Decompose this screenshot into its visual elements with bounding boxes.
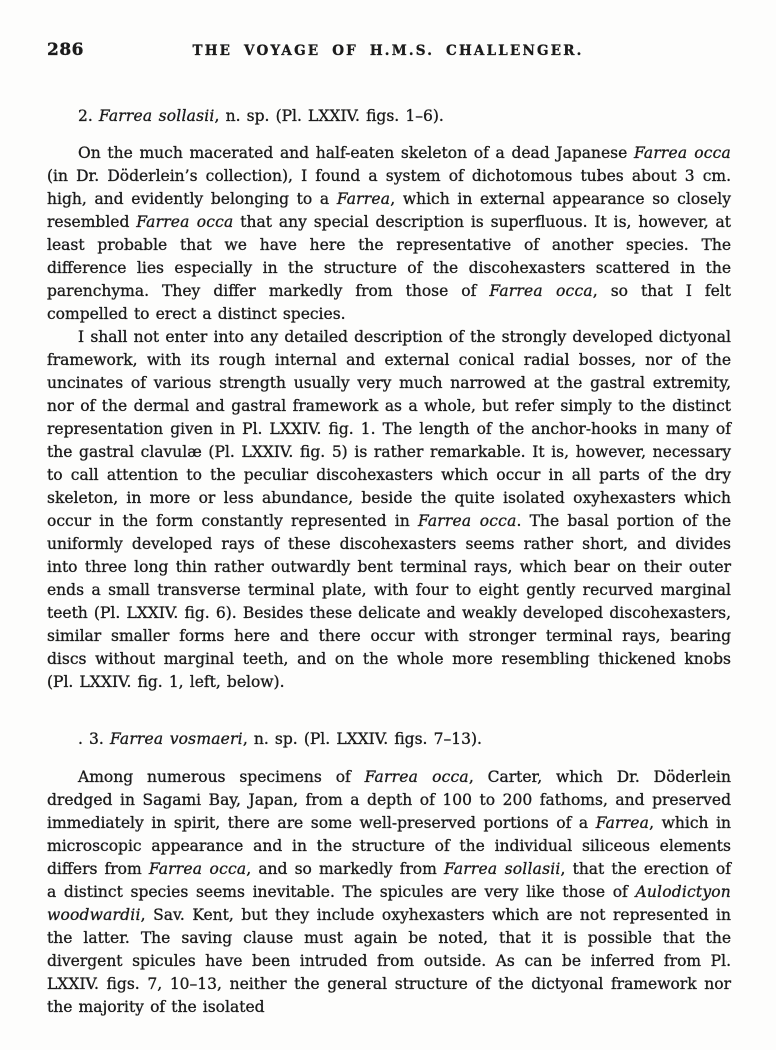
text-segment: , Carter, which Dr. Döderlein dredged in Sagami Bay, Japan, from a depth of 100 to 200 fathoms, and preserved immediately in spirit, there are some well-preserved portions of a [47, 768, 731, 832]
species-name: Farrea occa [136, 213, 234, 231]
text-segment: , and so markedly from [246, 860, 444, 878]
species-heading [47, 728, 731, 751]
text-segment: that any special description is superfluous. It is, however, at least probable that we have here the representative of another species. The difference lies especially in the structure of the discohexasters scattered in the parenchyma. They differ markedly from those of [47, 213, 731, 300]
text-segment: I shall not enter into any detailed description of the strongly developed dictyonal framework, with its rough internal and external conical radial bosses, nor of the uncinates of various strength usually very much narrowed at the gastral extremity, nor of the dermal and gastral framework as a whole, but refer simply to the distinct representation given in Pl. LXXIV. fig. 1. The length of the anchor-hooks in many of the gastral clavulæ (Pl. LXXIV. fig. 5) is rather remarkable. It is, however, necessary to call attention to the peculiar discohexasters which occur in all parts of the dry skeleton, in more or less abundance, beside the quite isolated oxyhexasters which occur in the form constantly represented in [47, 328, 731, 530]
species-name: Farrea sollasii [443, 860, 561, 878]
text-segment: , which in external appearance so closely resembled [47, 190, 731, 231]
text-segment: , n. sp. (Pl. LXXIV. figs. 7–13). [242, 730, 482, 748]
text-segment: 2. [78, 107, 99, 125]
text-segment: , so that I felt compelled to erect a distinct species. [47, 282, 731, 323]
species-heading [47, 105, 731, 128]
page-number: 286 [47, 40, 84, 60]
text-segment: , n. sp. (Pl. LXXIV. figs. 1–6). [214, 107, 444, 125]
text-segment: , that the erection of a distinct species seems inevitable. The spicules are very like those of [47, 860, 731, 901]
text-segment: . 3. [78, 730, 110, 748]
page-body [47, 105, 731, 1019]
text-segment: , Sav. Kent, but they include oxyhexasters which are not represented in the latter. The saving clause must again be noted, that it is possible that the divergent spicules have been intruded from outside. As can be inferred from Pl. LXXIV. figs. 7, 10–13, neither the general structure of the dictyonal framework nor the majority of the isolated [47, 906, 731, 1016]
body-paragraph [47, 766, 731, 1019]
page-header [0, 0, 776, 64]
species-name: Farrea occa [489, 282, 593, 300]
running-title: THE VOYAGE OF H.M.S. CHALLENGER. [192, 43, 584, 59]
species-name: Farrea [595, 814, 650, 832]
species-name: Farrea occa [148, 860, 247, 878]
body-paragraph [47, 142, 731, 326]
species-name: Farrea sollasii [98, 107, 215, 125]
text-segment: , which in microscopic appearance and in the structure of the individual siliceous elements differs from [47, 814, 732, 878]
species-name: Aulodictyon woodwardii [47, 883, 731, 924]
text-segment: Among numerous specimens of [78, 768, 365, 786]
body-paragraph [47, 326, 731, 694]
species-name: Farrea [336, 190, 391, 208]
species-name: Farrea vosmaeri [109, 730, 243, 748]
species-name: Farrea occa [633, 144, 731, 162]
text-segment: On the much macerated and half-eaten skeleton of a dead Japanese [78, 144, 634, 162]
species-name: Farrea occa [417, 512, 517, 530]
text-segment: . The basal portion of the uniformly developed rays of these discohexasters seems rather short, and divides into three long thin rather outwardly bent terminal rays, which bear on their outer ends a small transverse terminal plate, with four to eight gently recurved marginal teeth (Pl. LXXIV. fig. 6). Besides these delicate and weakly developed discohexasters, similar smaller forms here and there occur with stronger terminal rays, bearing discs without marginal teeth, and on the whole more resembling thickened knobs (Pl. LXXIV. fig. 1, left, below). [47, 512, 731, 691]
text-segment: (in Dr. Döderlein’s collection), I found a system of dichotomous tubes about 3 cm. high, and evidently belonging to a [47, 167, 731, 208]
species-name: Farrea occa [364, 768, 469, 786]
